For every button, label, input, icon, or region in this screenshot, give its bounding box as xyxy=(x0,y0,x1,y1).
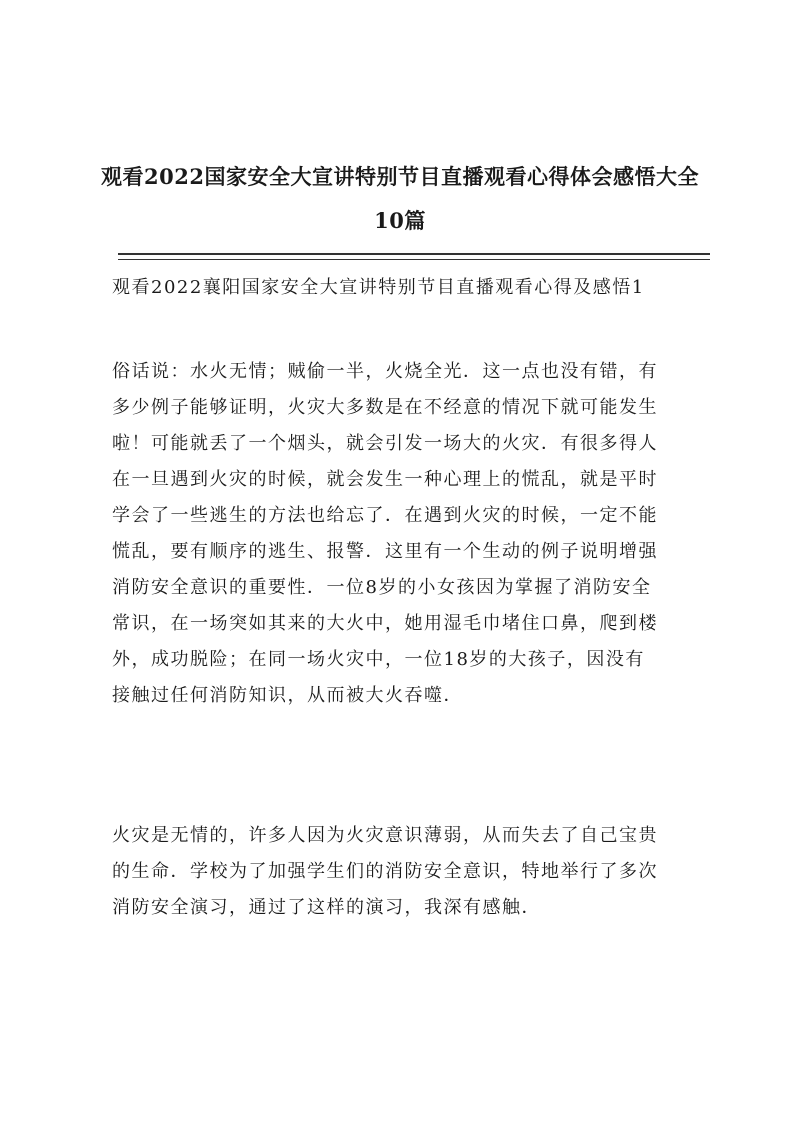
paragraph-line: 啦！可能就丢了一个烟头，就会引发一场大的火灾．有很多得人 xyxy=(112,433,658,454)
paragraph-line: 在一旦遇到火灾的时候，就会发生一种心理上的慌乱，就是平时 xyxy=(112,469,658,490)
paragraph xyxy=(112,354,702,714)
paragraph-line: 的生命．学校为了加强学生们的消防安全意识，特地举行了多次 xyxy=(112,861,658,882)
section-heading: 观看2022襄阳国家安全大宣讲特别节目直播观看心得及感悟1 xyxy=(112,277,645,298)
paragraph-line: 消防安全演习，通过了这样的演习，我深有感触． xyxy=(112,897,541,918)
paragraph-line: 学会了一些逃生的方法也给忘了．在遇到火灾的时候，一定不能 xyxy=(112,505,658,526)
paragraph-line: 外，成功脱险；在同一场火灾中，一位18岁的大孩子，因没有 xyxy=(112,649,645,670)
paragraph-line: 消防安全意识的重要性．一位8岁的小女孩因为掌握了消防安全 xyxy=(112,577,652,598)
paragraph-line: 接触过任何消防知识，从而被大火吞噬． xyxy=(112,685,463,706)
paragraph-line: 火灾是无情的，许多人因为火灾意识薄弱，从而失去了自己宝贵 xyxy=(112,825,658,846)
paragraph-line: 俗话说：水火无情；贼偷一半，火烧全光．这一点也没有错，有 xyxy=(112,361,658,382)
paragraph-line: 慌乱，要有顺序的逃生、报警．这里有一个生动的例子说明增强 xyxy=(112,541,658,562)
title-divider xyxy=(118,253,710,260)
document-title xyxy=(100,155,700,243)
paragraph xyxy=(112,818,702,926)
paragraph-line: 常识，在一场突如其来的大火中，她用湿毛巾堵住口鼻，爬到楼 xyxy=(112,613,658,634)
title-line: 10篇 xyxy=(374,208,426,233)
title-line: 观看2022国家安全大宣讲特别节目直播观看心得体会感悟大全 xyxy=(101,164,699,189)
paragraph-line: 多少例子能够证明，火灾大多数是在不经意的情况下就可能发生 xyxy=(112,397,658,418)
